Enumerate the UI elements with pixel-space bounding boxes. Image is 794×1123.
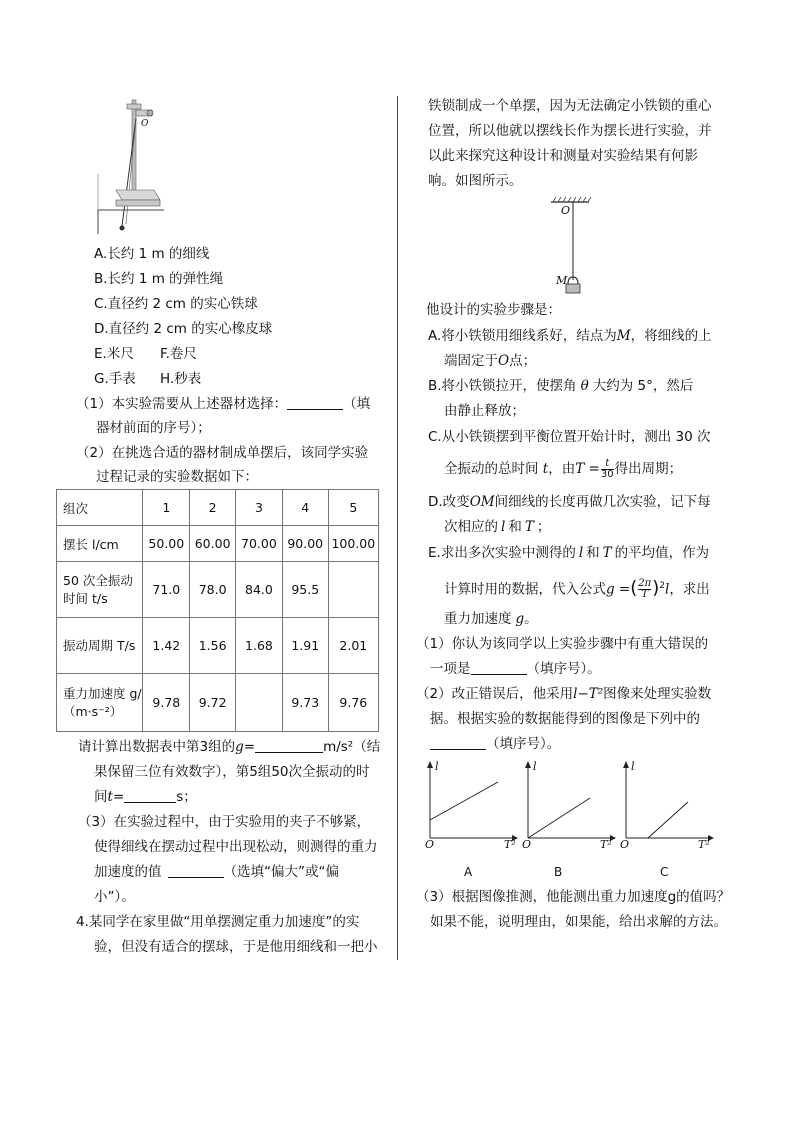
graph-b-caption: B	[554, 865, 563, 879]
intro-line2: 位置，所以他就以摆线长作为摆长进行实验，并	[428, 123, 712, 139]
intro-line4: 响。如图所示。	[428, 173, 523, 189]
question-3-text: 加速度的值	[94, 864, 162, 880]
table-cell	[328, 562, 378, 618]
experiment-data-table	[56, 489, 379, 732]
graph-c-caption: C	[660, 865, 669, 879]
intro-line1: 铁锁制成一个单摆，因为无法确定小铁锁的重心	[428, 98, 712, 114]
table-header-cell: 5	[328, 490, 378, 526]
table-cell: 1.68	[236, 618, 283, 674]
step-e-text: 计算时用的数据，代入公式	[444, 581, 606, 598]
table-header-cell: 组次	[57, 490, 143, 526]
step-e-text: 重力加速度	[444, 611, 512, 627]
table-cell: 60.00	[190, 526, 236, 562]
fraction-numerator: t	[605, 457, 610, 469]
step-c-text: 得出周期；	[614, 461, 683, 477]
graph-c-x-label: T²	[698, 838, 710, 851]
row-label: 50 次全振动时间 t/s	[57, 562, 143, 618]
table-cell: 95.5	[282, 562, 328, 618]
row-label: 振动周期 T/s	[57, 618, 143, 674]
answer-blank-q1[interactable]	[287, 395, 343, 410]
step-a-text: 端固定于	[444, 353, 498, 369]
fraction-t-over-30	[601, 459, 614, 480]
table-header-row	[57, 490, 379, 526]
fraction-denominator: 30	[600, 468, 614, 480]
fraction-2pi-over-t	[638, 579, 651, 600]
step-b-line2: 由静止释放；	[444, 403, 525, 419]
option-b: B.长约 1 m 的弹性绳	[94, 271, 224, 287]
step-d	[428, 492, 711, 512]
table-cell: 1.56	[190, 618, 236, 674]
symbol-t: t	[542, 461, 549, 477]
right-question-2-text: 图像来处理实验数	[603, 686, 712, 702]
symbol-g: g	[515, 611, 525, 627]
table-row	[57, 674, 379, 732]
table-cell: 2.01	[328, 618, 378, 674]
step-e-text: 。	[524, 611, 538, 627]
option-e: E.米尺	[94, 346, 134, 362]
step-e-line2: 计算时用的数据，代入公式g =( $\frac{2\pi}{T}$ )$^2$l，求出	[444, 577, 710, 600]
right-question-1-line2	[430, 659, 601, 679]
calc-eq: =	[243, 739, 256, 755]
symbol-theta: θ	[580, 378, 589, 394]
step-d-text: 间细线的长度再做几次实验，记下每	[494, 494, 711, 510]
graph-a-origin: O	[425, 838, 435, 851]
figure-label-m: M	[556, 274, 568, 287]
symbol-m: M	[616, 328, 631, 344]
table-cell: 9.78	[143, 674, 190, 732]
table-cell: 9.73	[282, 674, 328, 732]
question-2-line2: 过程记录的实验数据如下：	[96, 469, 258, 485]
question-1-line2: 器材前面的序号）；	[96, 420, 211, 436]
step-d-text: 次相应的	[444, 519, 498, 535]
table-header-cell: 3	[236, 490, 283, 526]
step-b	[428, 376, 693, 396]
intro-line3: 以此来探究这种设计和测量对实验结果有何影	[428, 148, 698, 164]
step-d-line2	[444, 517, 550, 537]
table-cell: 70.00	[236, 526, 283, 562]
right-question-1-text: 一项是	[430, 661, 471, 677]
option-c: C.直径约 2 cm 的实心铁球	[94, 296, 258, 312]
step-a-text: A.将小铁锁用细线系好，结点为	[428, 328, 617, 344]
table-header-cell: 1	[143, 490, 190, 526]
calc-question	[78, 737, 380, 757]
question-4-line2: 验，但没有适合的摆球，于是他用细线和一把小	[94, 939, 378, 955]
right-question-2-text: （2）改正错误后，他采用	[416, 686, 574, 702]
step-e-text: 和	[586, 545, 600, 561]
table-cell: 9.76	[328, 674, 378, 732]
symbol-l-t2: l−T²	[573, 686, 604, 702]
table-cell: 84.0	[236, 562, 283, 618]
graph-a-x-label: T²	[504, 838, 516, 851]
graph-b-x-label: T²	[600, 838, 612, 851]
step-e-line3	[444, 609, 538, 629]
table-cell: 50.00	[143, 526, 190, 562]
question-3-line4: 小”）。	[94, 889, 135, 905]
calc-question-line3	[94, 787, 197, 807]
option-h: H.秒表	[160, 371, 202, 387]
figure-label-o: O	[561, 204, 571, 217]
symbol-t-period: T	[602, 545, 612, 561]
table-row	[57, 618, 379, 674]
question-1-text: （1）本实验需要从上述器材选择：	[76, 396, 288, 412]
question-4: 4.某同学在家里做“用单摆测定重力加速度”的实	[76, 914, 360, 930]
formula-g: g =	[606, 581, 631, 598]
question-1	[76, 394, 370, 414]
calc-g-symbol: g	[235, 739, 244, 755]
step-d-text: ；	[536, 519, 551, 535]
step-c-text: ，由	[548, 461, 576, 477]
table-cell: 100.00	[328, 526, 378, 562]
column-divider	[397, 96, 398, 960]
step-c-line2	[444, 455, 682, 483]
step-b-text: B.将小铁锁拉开，使摆角	[428, 378, 577, 394]
step-c: C.从小铁锁摆到平衡位置开始计时，测出 30 次	[428, 429, 711, 445]
step-a-text: 点；	[509, 353, 537, 369]
answer-blank-t[interactable]	[124, 788, 176, 803]
svg-text:O: O	[141, 119, 149, 129]
graph-b-origin: O	[522, 838, 532, 851]
symbol-l: l	[501, 519, 506, 535]
answer-blank-step[interactable]	[471, 660, 527, 675]
calc-unit: m/s²（结	[323, 739, 381, 755]
table-cell: 71.0	[143, 562, 190, 618]
right-question-1: （1）你认为该同学以上实验步骤中有重大错误的	[416, 636, 709, 652]
step-a-text: ，将细线的上	[630, 328, 712, 344]
table-cell: 1.42	[143, 618, 190, 674]
question-3-line3	[94, 862, 339, 882]
table-cell: 90.00	[282, 526, 328, 562]
answer-blank-q3[interactable]	[168, 863, 224, 878]
fraction-numerator: 2π	[638, 578, 652, 589]
question-2: （2）在挑选合适的器材制成单摆后，该同学实验	[76, 445, 369, 461]
right-question-1-tail: （填序号）。	[526, 661, 601, 677]
step-e-text: 的平均值，作为	[614, 545, 710, 561]
option-d: D.直径约 2 cm 的实心橡皮球	[94, 321, 273, 337]
symbol-om: OM	[469, 494, 495, 510]
step-c-text: 全振动的总时间	[444, 461, 539, 477]
right-question-2-line2: 据。根据实验的数据能得到的图像是下列中的	[430, 711, 700, 727]
formula-l: l	[664, 581, 670, 598]
steps-title: 他设计的实验步骤是：	[426, 302, 561, 318]
calc-text: 间	[94, 789, 108, 805]
table-header-cell: 4	[282, 490, 328, 526]
table-row	[57, 526, 379, 562]
step-d-text: 和	[508, 519, 522, 535]
symbol-t-period: T	[524, 519, 534, 535]
step-b-text: 大约为 5°，然后	[592, 378, 694, 394]
table-cell	[236, 674, 283, 732]
graph-b-y-label: l	[533, 760, 537, 773]
step-e-text: E.求出多次实验中测得的	[428, 545, 576, 561]
question-3-line2: 使得细线在摆动过程中出现松动，则测得的重力	[94, 839, 378, 855]
pendulum-apparatus-figure	[96, 96, 166, 236]
calc-t-symbol: t	[107, 789, 113, 805]
symbol-o: O	[498, 353, 510, 369]
right-question-3: （3）根据图像推测，他能测出重力加速度g的值吗？	[416, 889, 731, 905]
graph-a-caption: A	[464, 865, 473, 879]
option-a: A.长约 1 m 的细线	[94, 246, 210, 262]
step-a	[428, 326, 712, 346]
row-label: 摆长 l/cm	[57, 526, 143, 562]
table-row	[57, 562, 379, 618]
graph-c-origin: O	[620, 838, 630, 851]
table-cell: 1.91	[282, 618, 328, 674]
symbol-l: l	[578, 545, 584, 561]
step-e-text: ，求出	[669, 581, 710, 598]
right-question-3-line2: 如果不能，说明理由，如果能，给出求解的方法。	[430, 914, 727, 930]
calc-unit: s；	[176, 789, 197, 805]
question-1-tail: （填	[343, 396, 371, 412]
calc-text: 请计算出数据表中第3组的	[78, 739, 236, 755]
right-question-2-tail: （填序号）。	[486, 736, 561, 752]
question-3: （3）在实验过程中，由于实验用的夹子不够紧，	[78, 814, 371, 830]
answer-blank-graph[interactable]	[430, 735, 486, 750]
step-d-text: D.改变	[428, 494, 470, 510]
question-3-tail: （选填“偏大”或“偏	[223, 864, 339, 880]
option-f: F.卷尺	[160, 346, 197, 362]
formula-period: T =	[575, 461, 600, 477]
table-cell: 9.72	[190, 674, 236, 732]
step-e	[428, 543, 709, 563]
fraction-denominator: T	[638, 589, 651, 600]
option-g: G.手表	[94, 371, 136, 387]
calc-eq: =	[112, 789, 125, 805]
table-header-cell: 2	[190, 490, 236, 526]
answer-blank-g[interactable]	[255, 738, 323, 753]
graph-c-y-label: l	[631, 760, 635, 773]
graph-a-y-label: l	[435, 760, 439, 773]
step-a-line2	[444, 351, 536, 371]
right-question-2-line3	[430, 734, 560, 754]
calc-question-line2: 果保留三位有效数字），第5组50次全振动的时	[94, 764, 370, 780]
row-label: 重力加速度 g/（m·s⁻²）	[57, 674, 143, 732]
right-question-2	[416, 684, 711, 704]
table-cell: 78.0	[190, 562, 236, 618]
